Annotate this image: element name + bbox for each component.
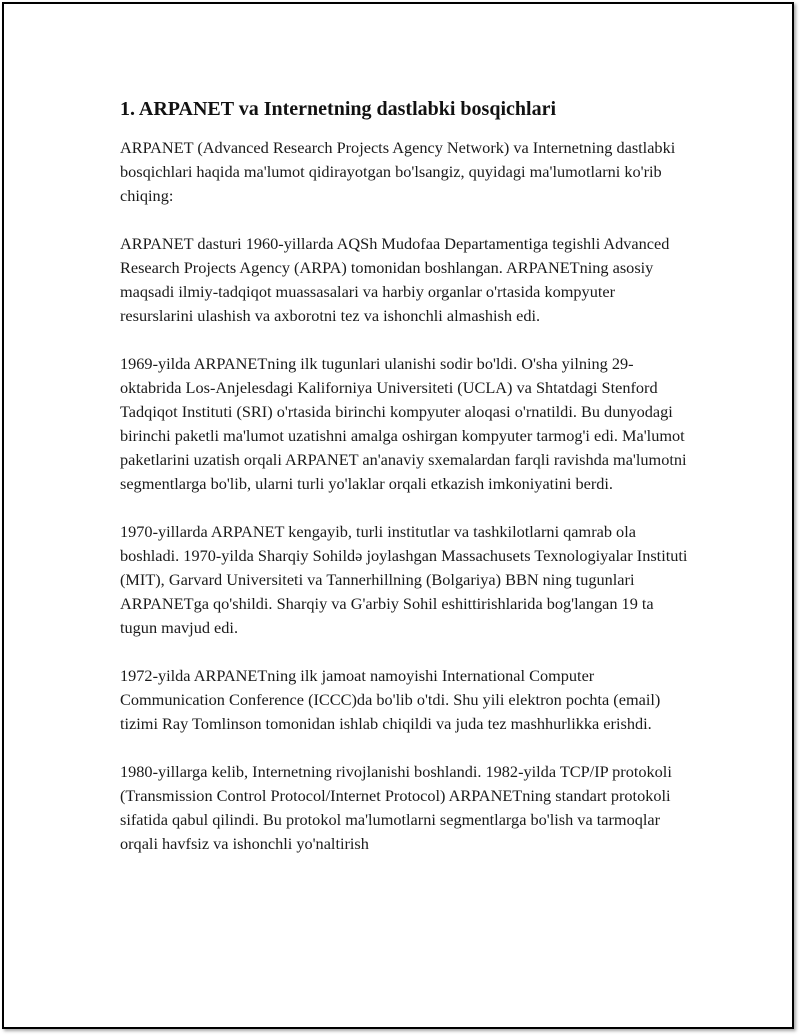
paragraph-1980s: 1980-yillarga kelib, Internetning rivojlanishi boshlandi. 1982-yilda TCP/IP protokoli (Transmission Control Protocol/Internet Protocol) ARPANETning standart protokoli sifatida qabul qilindi. Bu protokol ma'lumotlarni segmentlarga bo'lish va tarmoqlar orqali havfsiz va ishonchli yo'naltirish <box>120 762 672 853</box>
section-heading: 1. ARPANET va Internetning dastlabki bosqichlari <box>120 98 557 120</box>
page-frame <box>2 2 794 1029</box>
paragraph-1972: 1972-yilda ARPANETning ilk jamoat namoyishi International Computer Communication Conference (ICCC)da bo'lib o'tdi. Shu yili elektron pochta (email) tizimi Ray Tomlinson tomonidan ishlab chiqildi va juda tez mashhurlikka erishdi. <box>120 666 661 733</box>
paragraph-intro: ARPANET (Advanced Research Projects Agency Network) va Internetning dastlabki bosqichlari haqida ma'lumot qidirayotgan bo'lsangiz, quyidagi ma'lumotlarni ko'rib chiqing: <box>120 138 676 205</box>
paragraph-1970s: 1970-yillarda ARPANET kengayib, turli institutlar va tashkilotlarni qamrab ola boshladi. 1970-yilda Sharqiy Sohildə joylashgan Massachusets Texnologiyalar Instituti (MIT), Garvard Universiteti va Tannerhillning (Bolgariya) BBN ning tugunlari ARPANETga qo'shildi. Sharqiy va G'arbiy Sohil eshittirishlarida bog'langan 19 ta tugun mavjud edi. <box>120 522 688 637</box>
document-body <box>120 94 690 880</box>
paragraph-origins: ARPANET dasturi 1960-yillarda AQSh Mudofaa Departamentiga tegishli Advanced Research Projects Agency (ARPA) tomonidan boshlangan. ARPANETning asosiy maqsadi ilmiy-tadqiqot muassasalari va harbiy organlar o'rtasida kompyuter resurslarini ulashish va axborotni tez va ishonchli almashish edi. <box>120 234 670 325</box>
paragraph-1969: 1969-yilda ARPANETning ilk tugunlari ulanishi sodir bo'ldi. O'sha yilning 29-oktabrida Los-Anjelesdagi Kaliforniya Universiteti (UCLA) va Shtatdagi Stenford Tadqiqot Instituti (SRI) o'rtasida birinchi kompyuter aloqasi o'rnatildi. Bu dunyodagi birinchi paketli ma'lumot uzatishni amalga oshirgan kompyuter tarmog'i edi. Ma'lumot paketlarini uzatish orqali ARPANET an'anaviy sxemalardan farqli ravishda ma'lumotni segmentlarga bo'lib, ularni turli yo'laklar orqali etkazish imkoniyatini berdi. <box>120 354 687 493</box>
